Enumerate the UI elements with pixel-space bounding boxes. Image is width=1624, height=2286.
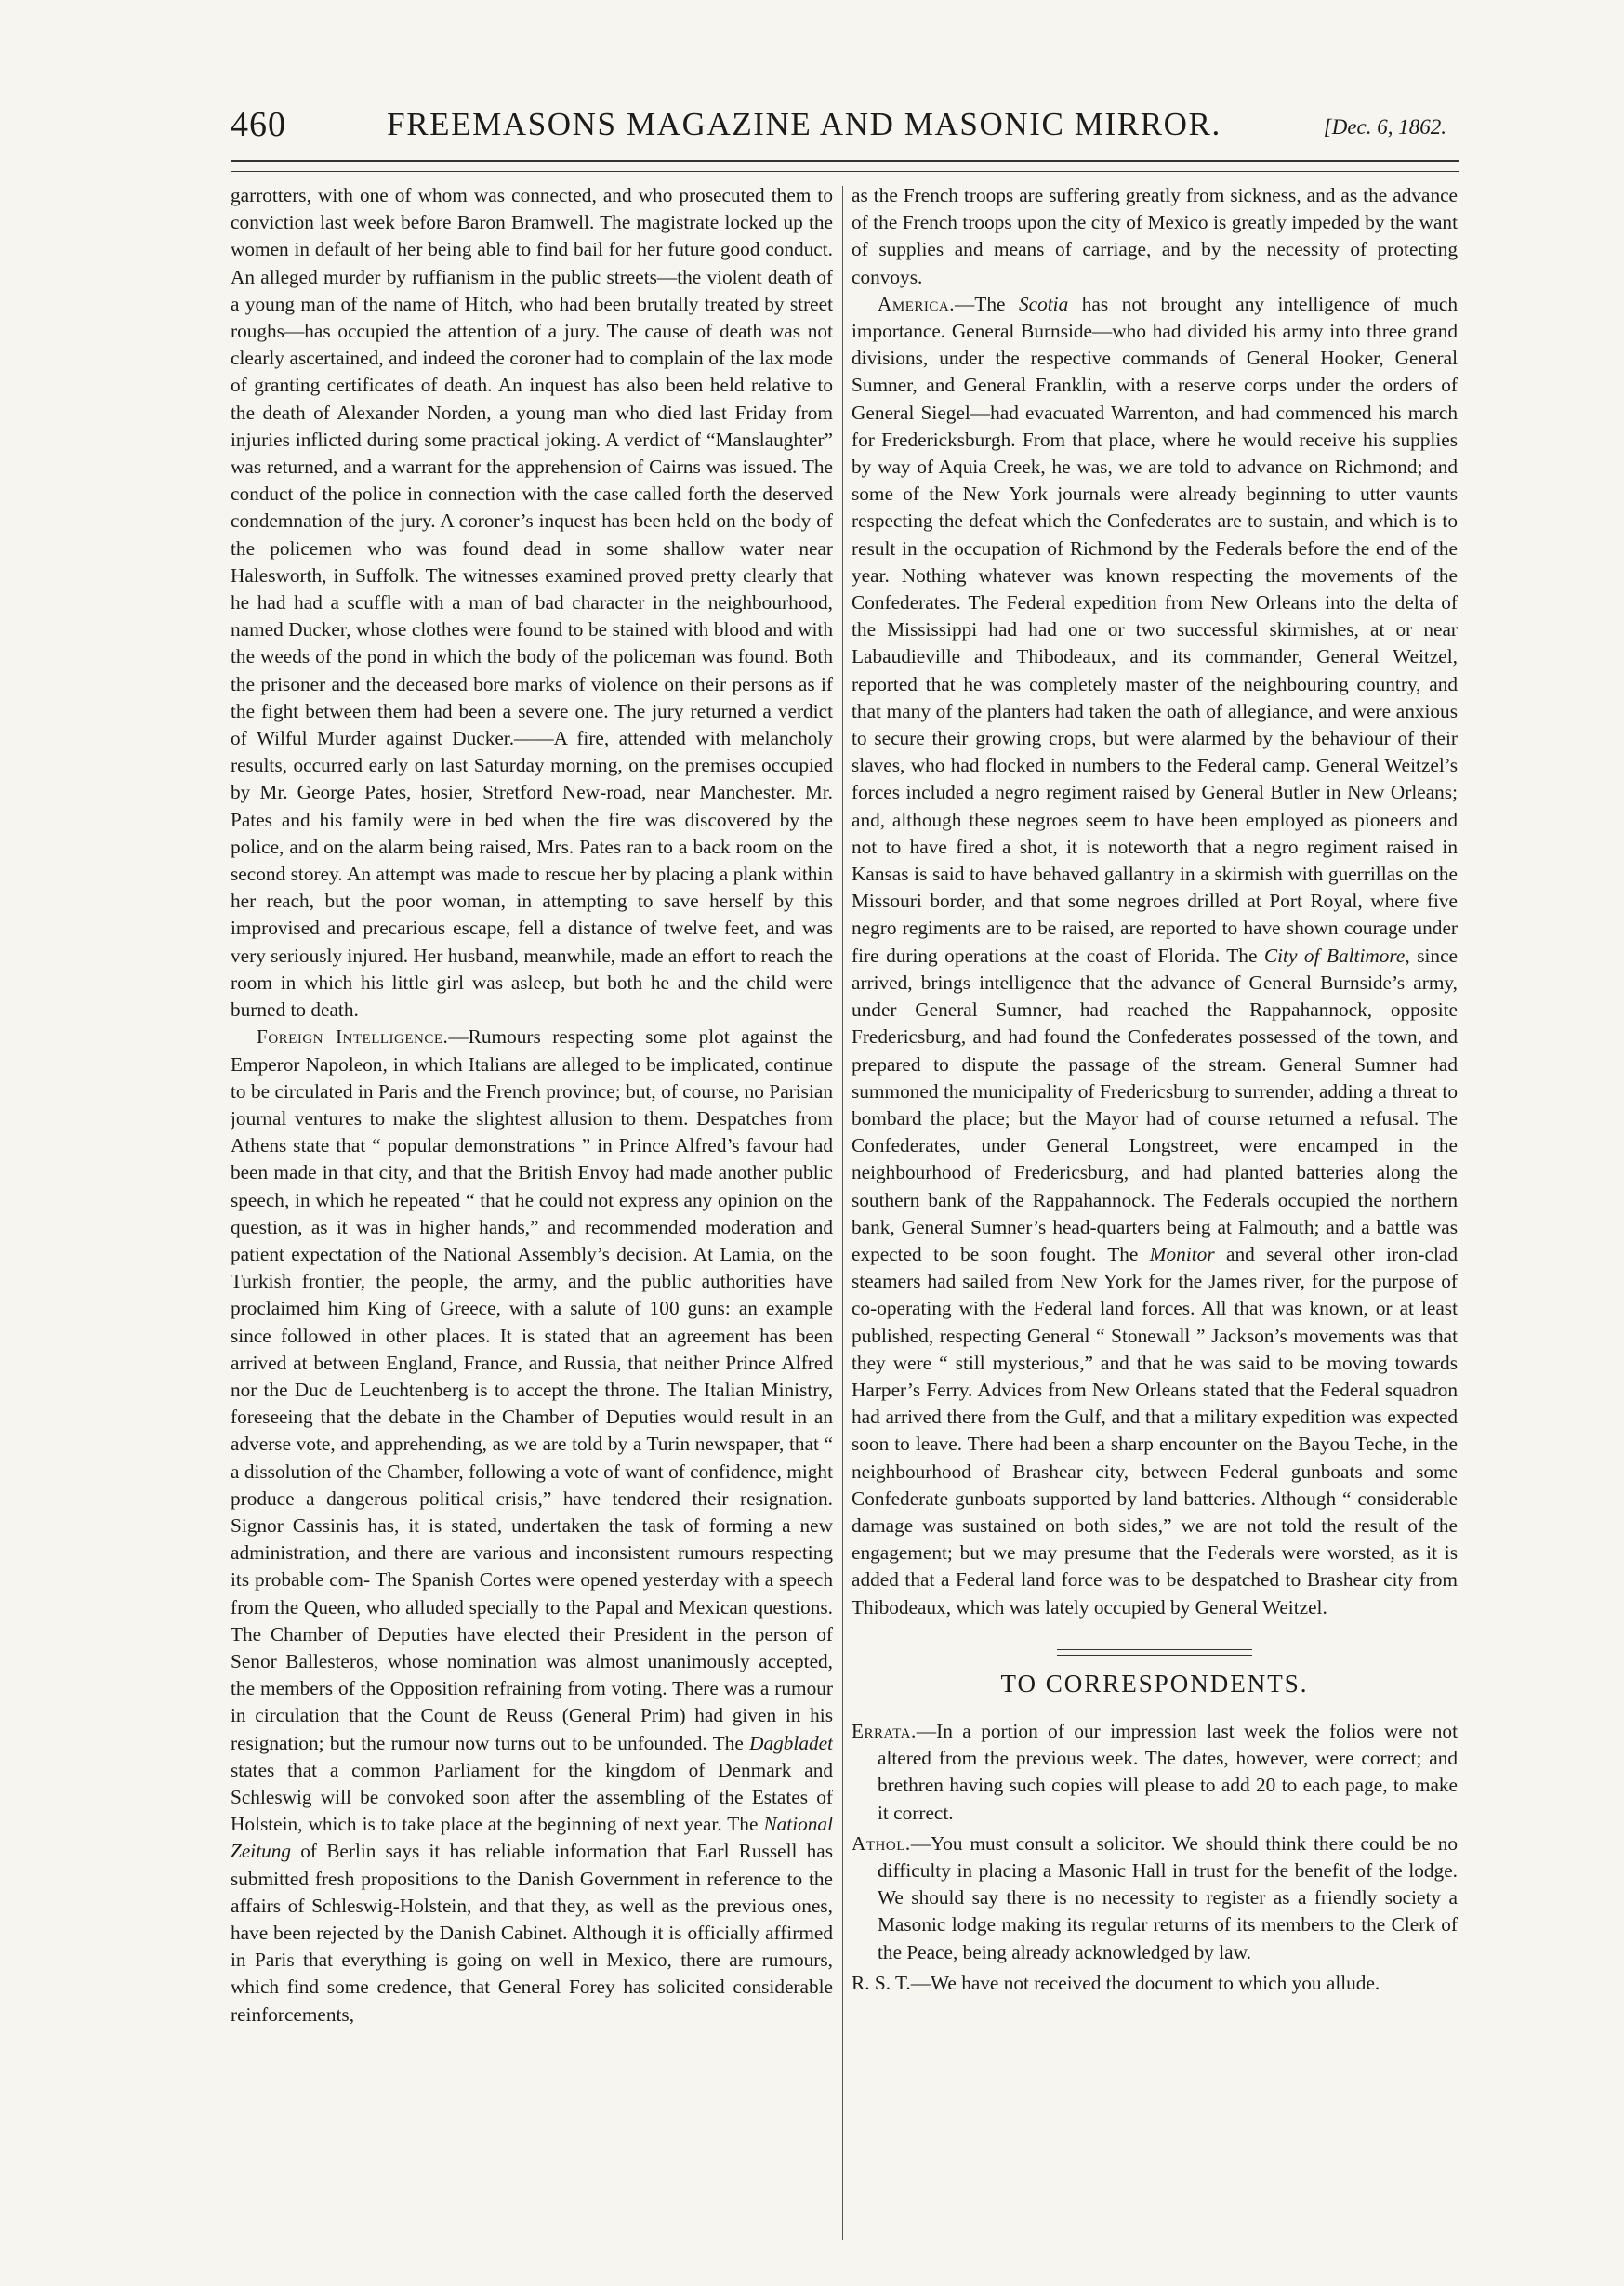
news-paragraph-foreign	[231, 1024, 833, 2028]
reply-lead: Athol.	[852, 1831, 911, 1855]
america-text-d: and several other iron-clad steamers had sailed from New York for the James river, for the purpose of co-operating with the Federal land forces. All that was known, or at least published, respecting General “ Stonewall ” Jackson’s movements was that they were “ still mysterious,” and that he was said to be moving towards Harper’s Ferry. Advices from New Orleans stated that the Federal squadron had arrived there from the Gulf, and that a military expedition was expected soon to leave. There had been a sharp encounter on the Bayou Teche, in the neighbourhood of Brashear city, between Federal gunboats and some Confederate gunboats supported by land batteries. Although “ considerable damage was sustained on both sides,” we are not told the result of the engagement; but we may presume that the Federals were worsted, as it is added that a Federal land force was to be despatched to Brashear city from Thibodeaux, which was lately occupied by General Weitzel.	[852, 1242, 1458, 1619]
correspondents-heading: TO CORRESPONDENTS.	[1000, 1669, 1309, 1698]
reply-lead: R. S. T.	[852, 1971, 911, 1994]
reply-text: —You must consult a solicitor. We should think there could be no difficulty in placing a Masonic Hall in trust for the benefit of the lodge. We should say there is no necessity to register as a friendly society a Masonic lodge making its regular returns of its members to the Clerk of the Peace, being already acknowledged by law.	[878, 1831, 1458, 1963]
header-rule	[231, 160, 1459, 172]
america-text-a: —The	[955, 292, 1019, 315]
ship-name-scotia: Scotia	[1019, 292, 1069, 315]
newspaper-name-dagbladet: Dagbladet	[749, 1731, 833, 1754]
ship-name-city-of-baltimore: City of Baltimore	[1263, 944, 1406, 967]
news-paragraph-home: garrotters, with one of whom was connected, and who prosecuted them to conviction last week before Baron Bramwell. The magistrate locked up the women in default of her being able to find bail for her future good conduct. An alleged murder by ruffianism in the public streets—the violent death of a young man of the name of Hitch, who had been brutally treated by street roughs—has occupied the attention of a jury. The cause of death was not clearly ascertained, and indeed the coroner had to complain of the lax mode of granting certificates of death. An inquest has also been held relative to the death of Alexander Norden, a young man who died last Friday from injuries inflicted during some practical joking. A verdict of “Manslaughter” was returned, and a warrant for the apprehension of Cairns was issued. The conduct of the police in connection with the case called forth the deserved condemnation of the jury. A coroner’s inquest has been held on the body of the policemen who was found dead in some shallow water near Halesworth, in Suffolk. The witnesses examined proved pretty clearly that he had had a scuffle with a man of bad character in the neighbourhood, named Ducker, whose clothes were found to be stained with blood and with the weeds of the pond in which the body of the policeman was found. Both the prisoner and the deceased bore marks of violence on their persons as if the fight between them had been a severe one. The jury returned a verdict of Wilful Murder against Ducker.——A fire, attended with melancholy results, occurred early on last Saturday morning, on the premises occupied by Mr. George Pates, hosier, Stretford New-road, near Manchester. Mr. Pates and his family were in bed when the fire was discovered by the police, and on the alarm being raised, Mrs. Pates ran to a back room on the second storey. An attempt was made to rescue her by placing a plank within her reach, but the poor woman, in attempting to save herself by this improvised and precarious escape, fell a distance of twelve feet, and was very seriously injured. Her husband, meanwhile, made an effort to reach the room in which his little girl was asleep, but both he and the child were burned to death.	[231, 184, 833, 1022]
foreign-text-c: of Berlin says it has reliable information that Earl Russell has submitted fresh propositions to the Danish Government in reference to the affairs of Schleswig-Holstein, and that they, as well as the previous ones, have been rejected by the Danish Cabinet. Although it is officially affirmed in Paris that everything is going on well in Mexico, there are rumours, which find some credence, that General Forey has solicited considerable reinforcements,	[231, 1840, 833, 2026]
news-paragraph-foreign-continued: as the French troops are suffering greatly from sickness, and as the advance of the French troops upon the city of Mexico is greatly impeded by the want of supplies and means of carriage, and by the necessity of protecting convoys.	[852, 184, 1458, 288]
issue-date: [Dec. 6, 1862.	[1323, 115, 1446, 139]
section-lead-america: America.	[878, 292, 956, 315]
newspaper-name-national-zeitung: National Zeitung	[231, 1813, 833, 1863]
reply-text: —In a portion of our impression last week the folios were not altered from the previous week. The dates, however, were correct; and brethren having such copies will please to add 20 to each page, to make it correct.	[878, 1719, 1458, 1824]
left-column	[231, 182, 833, 2265]
reply-errata	[852, 1718, 1458, 1827]
right-column	[852, 182, 1458, 2265]
page-header	[231, 104, 1458, 160]
news-paragraph-america	[852, 291, 1458, 1621]
reply-lead: Errata.	[852, 1719, 917, 1742]
section-lead-foreign: Foreign Intelligence.	[257, 1025, 449, 1049]
page-number: 460	[231, 105, 286, 144]
foreign-text-b: states that a common Parliament for the kingdom of Denmark and Schleswig will be convoked soon after the assembling of the Estates of Holstein, which is to take place at the beginning of next year. The	[231, 1758, 833, 1836]
ship-name-monitor: Monitor	[1149, 1242, 1215, 1265]
column-divider	[842, 186, 843, 2240]
america-text-b: has not brought any intelligence of much importance. General Burnside—who had divided his army into three grand divisions, under the respective commands of General Hooker, General Sumner, and General Franklin, with a reserve corps under the orders of General Siegel—had evacuated Warrenton, and had commenced his march for Fredericksburgh. From that place, where he would receive his supplies by way of Aquia Creek, he was, we are told to advance on Richmond; and some of the New York journals were already beginning to utter vaunts respecting the defeat which the Confederates are to sustain, and which is to result in the occupation of Richmond by the Federals before the end of the year. Nothing whatever was known respecting the movements of the Confederates. The Federal expedition from New Orleans into the delta of the Mississippi had had one or two successful skirmishes, at or near Labaudieville and Thibodeaux, and its commander, General Weitzel, reported that he was completely master of the neighbouring country, and that many of the planters had taken the oath of allegiance, and were anxious to secure their growing crops, but were alarmed by the behaviour of their slaves, who had flocked in numbers to the Federal camp. General Weitzel’s forces included a negro regiment raised by General Butler in New Orleans; and, although these negroes seem to have been employed as pioneers and not to have fired a shot, it is noteworth that a negro regiment raised in Kansas is said to have behaved gallantry in a skirmish with guerrillas on the Missouri border, and that some negroes drilled at Port Royal, where five negro regiments are to be raised, are reported to have shown courage under fire during operations at the coast of Florida. The	[852, 292, 1458, 967]
reply-athol	[852, 1830, 1458, 1966]
section-rule	[1057, 1649, 1252, 1656]
publication-title: FREEMASONS MAGAZINE AND MASONIC MIRROR.	[387, 106, 1221, 142]
america-text-c: , since arrived, brings intelligence that the advance of General Burnside’s army, under General Sumner, had reached the Rappahannock, opposite Fredericsburg, and had found the Confederates possessed of the town, and prepared to dispute the passage of the stream. General Sumner had summoned the municipality of Fredericsburg to surrender, adding a threat to bombard the place; but the Mayor had of course returned a refusal. The Confederates, under General Longstreet, were encamped in the neighbourhood of Fredericsburg, and had planted batteries along the southern bank of the Rappahannock. The Federals occupied the northern bank, General Sumner’s head-quarters being at Falmouth; and a battle was expected to be soon fought. The	[852, 944, 1458, 1265]
reply-text: —We have not received the document to which you allude.	[910, 1971, 1380, 1994]
reply-rst	[852, 1970, 1458, 1997]
foreign-text-a: —Rumours respecting some plot against the Emperor Napoleon, in which Italians are alleged to be implicated, continue to be circulated in Paris and the French province; but, of course, no Parisian journal ventures to make the slightest allusion to them. Despatches from Athens state that “ popular demonstrations ” in Prince Alfred’s favour had been made in that city, and that the British Envoy had made another public speech, in which he repeated “ that he could not express any opinion on the question, as it was in higher hands,” and recommended moderation and patient expectation of the National Assembly’s decision. At Lamia, on the Turkish frontier, the people, the army, and the public authorities have proclaimed him King of Greece, with a salute of 100 guns: an example since followed in other places. It is stated that an agreement has been arrived at between England, France, and Russia, that neither Prince Alfred nor the Duc de Leuchtenberg is to accept the throne. The Italian Ministry, foreseeing that the debate in the Chamber of Deputies would result in an adverse vote, and apprehending, as we are told by a Turin newspaper, that “ a dissolution of the Chamber, following a vote of want of confidence, might produce a dangerous political crisis,” have tendered their resignation. Signor Cassinis has, it is stated, undertaken the task of forming a new administration, and there are various and inconsistent rumours respecting its probable com- The Spanish Cortes were opened yesterday with a speech from the Queen, who alluded specially to the Papal and Mexican questions. The Chamber of Deputies have elected their President in the person of Senor Ballesteros, whose nomination was almost unanimously accepted, the members of the Opposition refraining from voting. There was a rumour in circulation that the Count de Reuss (General Prim) had given in his resignation; but the rumour now turns out to be unfounded. The	[231, 1025, 833, 1754]
